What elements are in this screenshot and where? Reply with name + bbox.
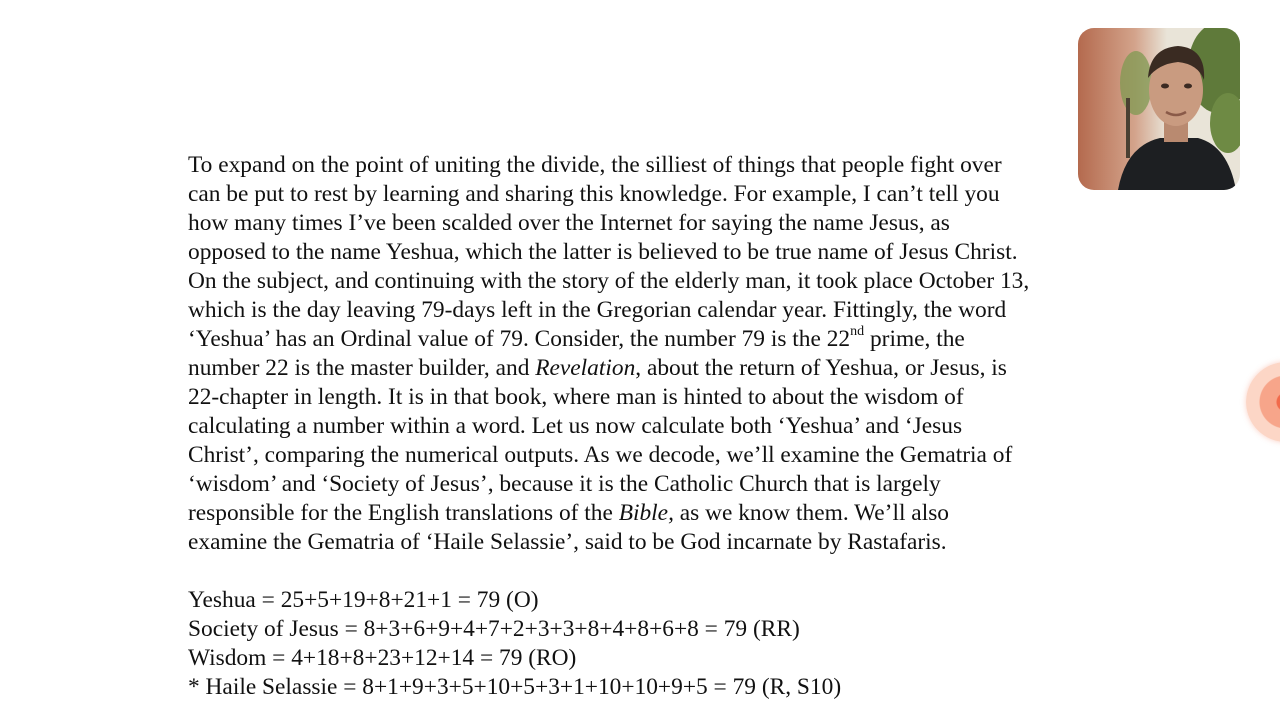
text-line: 22-chapter in length. It is in that book, where man is hinted to about the wisdom of <box>188 384 964 410</box>
text-line: To expand on the point of uniting the divide, the silliest of things that people fight over <box>188 152 1002 178</box>
italic-title: Bible, <box>618 500 674 526</box>
text-run: number 22 is the master builder, and <box>188 355 536 381</box>
record-button[interactable] <box>1246 362 1280 442</box>
text-line <box>188 499 1108 528</box>
equation-line: Yeshua = 25+5+19+8+21+1 = 79 (O) <box>188 587 539 613</box>
text-line: ‘wisdom’ and ‘Society of Jesus’, because it is the Catholic Church that is largely <box>188 471 941 497</box>
gematria-equations <box>188 586 1108 702</box>
spacer <box>188 557 1108 586</box>
text-line <box>188 354 1108 383</box>
text-line: which is the day leaving 79-days left in the Gregorian calendar year. Fittingly, the word <box>188 297 1007 323</box>
text-line: calculating a number within a word. Let us now calculate both ‘Yeshua’ and ‘Jesus <box>188 413 963 439</box>
text-line: how many times I’ve been scalded over the Internet for saying the name Jesus, as <box>188 210 950 236</box>
text-line: On the subject, and continuing with the story of the elderly man, it took place October 13, <box>188 268 1030 294</box>
text-line <box>188 325 1108 354</box>
superscript: nd <box>850 324 865 340</box>
text-run: , about the return of Yeshua, or Jesus, is <box>635 355 1007 381</box>
text-line: opposed to the name Yeshua, which the latter is believed to be true name of Jesus Christ. <box>188 239 1018 265</box>
text-run: ‘Yeshua’ has an Ordinal value of 79. Consider, the number 79 is the 22 <box>188 326 851 352</box>
equation-line: * Haile Selassie = 8+1+9+3+5+10+5+3+1+10+10+9+5 = 79 (R, S10) <box>188 674 842 700</box>
equation-line: Wisdom = 4+18+8+23+12+14 = 79 (RO) <box>188 645 577 671</box>
text-line: can be put to rest by learning and sharing this knowledge. For example, I can’t tell you <box>188 181 1000 207</box>
text-run: as we know them. We’ll also <box>673 500 949 526</box>
webcam-feed-image <box>1078 28 1240 190</box>
equation-line: Society of Jesus = 8+3+6+9+4+7+2+3+3+8+4+8+6+8 = 79 (RR) <box>188 616 800 642</box>
text-run: prime, the <box>864 326 965 352</box>
text-line: Christ’, comparing the numerical outputs. As we decode, we’ll examine the Gematria of <box>188 442 1013 468</box>
webcam-overlay[interactable] <box>1078 28 1240 190</box>
document-body <box>188 151 1108 702</box>
italic-title: Revelation <box>535 355 636 381</box>
text-line: examine the Gematria of ‘Haile Selassie’, said to be God incarnate by Rastafaris. <box>188 529 947 555</box>
paragraph <box>188 151 1108 557</box>
text-run: responsible for the English translations of the <box>188 500 619 526</box>
